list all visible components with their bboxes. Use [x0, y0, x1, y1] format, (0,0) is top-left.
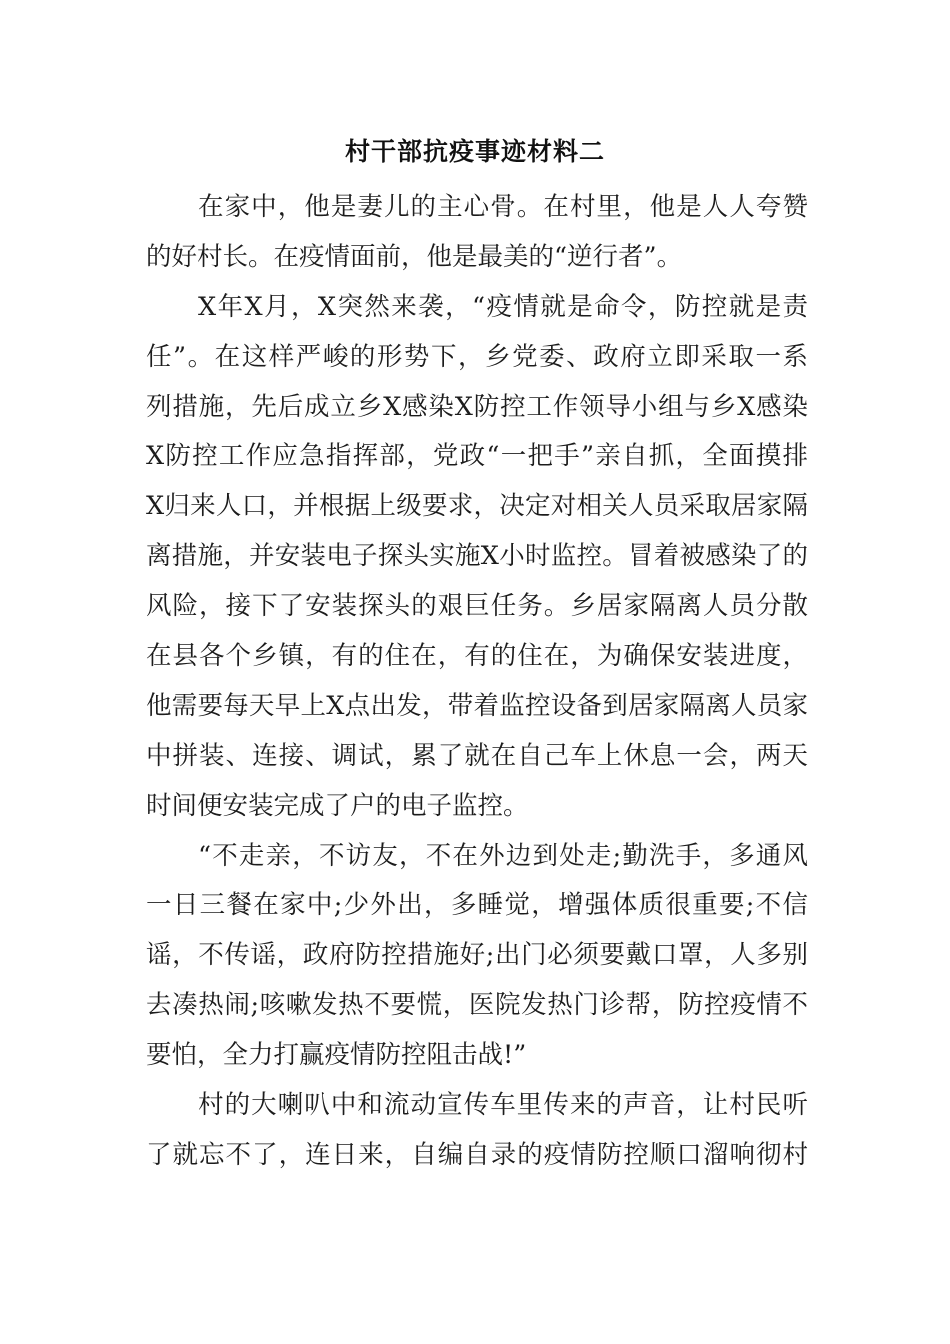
body-line: 任”。在这样严峻的形势下，乡党委、政府立即采取一系	[146, 341, 808, 372]
document-body	[146, 183, 808, 1181]
body-line: 谣，不传谣，政府防控措施好;出门必须要戴口罩，人多别	[146, 940, 808, 971]
body-line: 他需要每天早上X点出发，带着监控设备到居家隔离人员家	[146, 690, 808, 721]
body-line: 的好村长。在疫情面前，他是最美的“逆行者”。	[146, 241, 683, 272]
body-line: X年X月，X突然来袭，“疫情就是命令，防控就是责	[198, 291, 808, 322]
body-line: 列措施，先后成立乡X感染X防控工作领导小组与乡X感染	[146, 391, 808, 422]
body-line: 中拼装、连接、调试，累了就在自己车上休息一会，两天	[146, 740, 808, 771]
body-line: 在县各个乡镇，有的住在，有的住在，为确保安装进度，	[146, 641, 808, 672]
body-line: 一日三餐在家中;少外出，多睡觉，增强体质很重要;不信	[146, 890, 808, 921]
body-line: 风险，接下了安装探头的艰巨任务。乡居家隔离人员分散	[146, 591, 808, 622]
body-line: 离措施，并安装电子探头实施X小时监控。冒着被感染了的	[146, 541, 808, 572]
body-line: 在家中，他是妻儿的主心骨。在村里，他是人人夸赞	[198, 192, 808, 222]
body-line: X归来人口，并根据上级要求，决定对相关人员采取居家隔	[146, 491, 808, 522]
body-line: 去凑热闹;咳嗽发热不要慌，医院发热门诊帮，防控疫情不	[146, 990, 808, 1021]
document-title: 村干部抗疫事迹材料二	[344, 137, 605, 166]
body-line: “不走亲，不访友，不在外边到处走;勤洗手，多通风	[198, 840, 808, 871]
body-line: 了就忘不了，连日来，自编自录的疫情防控顺口溜响彻村	[146, 1139, 808, 1170]
body-line: 要怕，全力打赢疫情防控阻击战!”	[146, 1040, 527, 1071]
body-line: 时间便安装完成了户的电子监控。	[146, 790, 529, 821]
body-line: X防控工作应急指挥部，党政“一把手”亲自抓，全面摸排	[146, 441, 808, 472]
body-line: 村的大喇叭中和流动宣传车里传来的声音，让村民听	[198, 1090, 808, 1121]
